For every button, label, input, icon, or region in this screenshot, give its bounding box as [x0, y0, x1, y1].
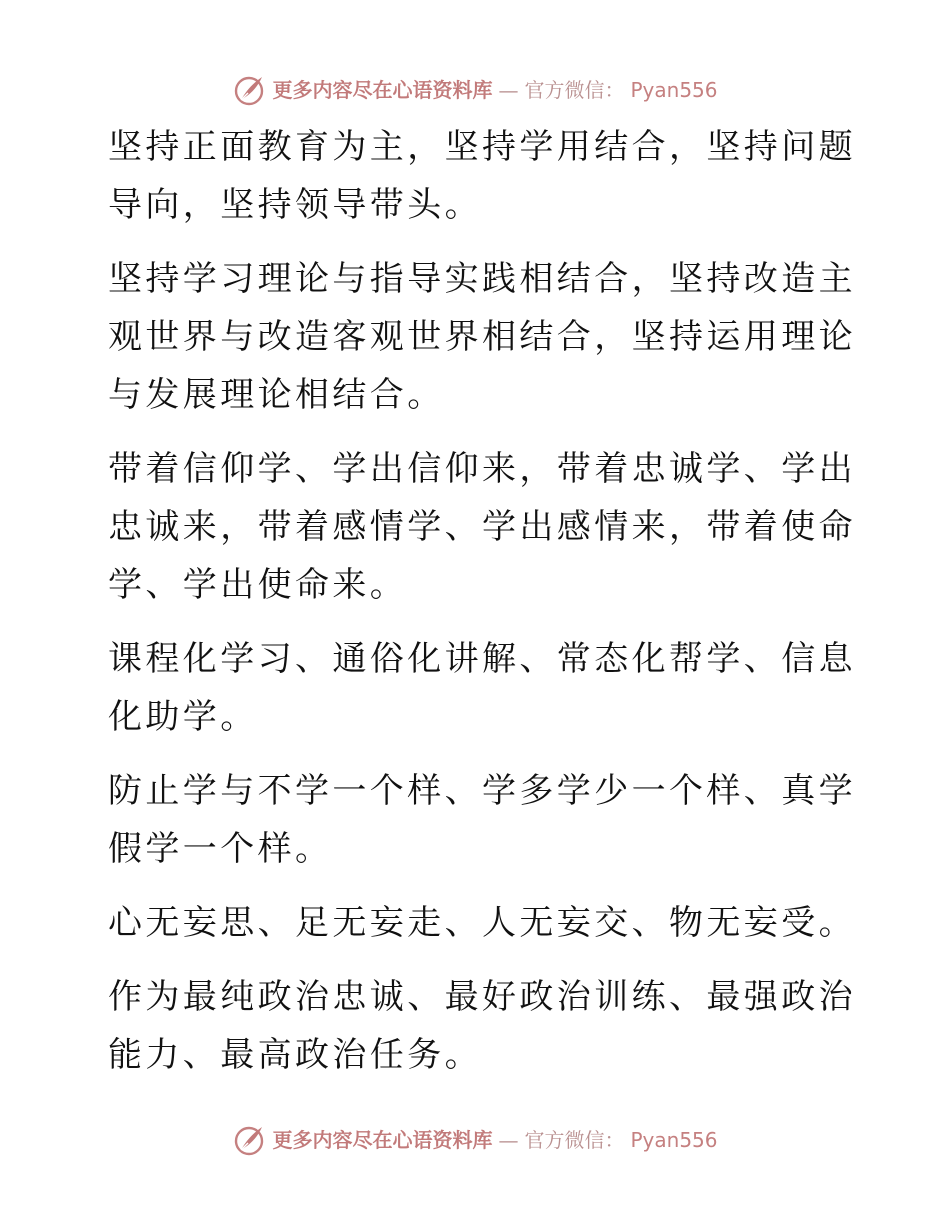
watermark-separator: — [498, 1128, 519, 1152]
quill-pen-logo-icon [232, 73, 266, 107]
quill-pen-logo-icon [232, 1123, 266, 1157]
paragraph: 心无妄思、足无妄走、人无妄交、物无妄受。 [108, 903, 856, 943]
paragraph: 坚持学习理论与指导实践相结合，坚持改造主观世界与改造客观世界相结合，坚持运用理论与发展理论相结合。 [108, 259, 856, 415]
paragraph: 课程化学习、通俗化讲解、常态化帮学、信息化助学。 [108, 639, 856, 737]
watermark-wechat-id: Pyan556 [630, 78, 718, 102]
header-watermark [0, 70, 950, 110]
watermark-separator: — [498, 78, 519, 102]
document-body [98, 118, 858, 1100]
watermark-label: 官方微信： [524, 1128, 625, 1152]
watermark-label: 官方微信： [524, 78, 625, 102]
paragraph: 坚持正面教育为主，坚持学用结合，坚持问题导向，坚持领导带头。 [108, 127, 856, 225]
watermark-main-text: 更多内容尽在心语资料库 [272, 1128, 493, 1152]
paragraph: 作为最纯政治忠诚、最好政治训练、最强政治能力、最高政治任务。 [108, 977, 856, 1075]
paragraph: 带着信仰学、学出信仰来，带着忠诚学、学出忠诚来，带着感情学、学出感情来，带着使命学、学出使命来。 [108, 449, 856, 605]
paragraph: 防止学与不学一个样、学多学少一个样、真学假学一个样。 [108, 771, 856, 869]
watermark-main-text: 更多内容尽在心语资料库 [272, 78, 493, 102]
footer-watermark [0, 1120, 950, 1160]
watermark-wechat-id: Pyan556 [630, 1128, 718, 1152]
